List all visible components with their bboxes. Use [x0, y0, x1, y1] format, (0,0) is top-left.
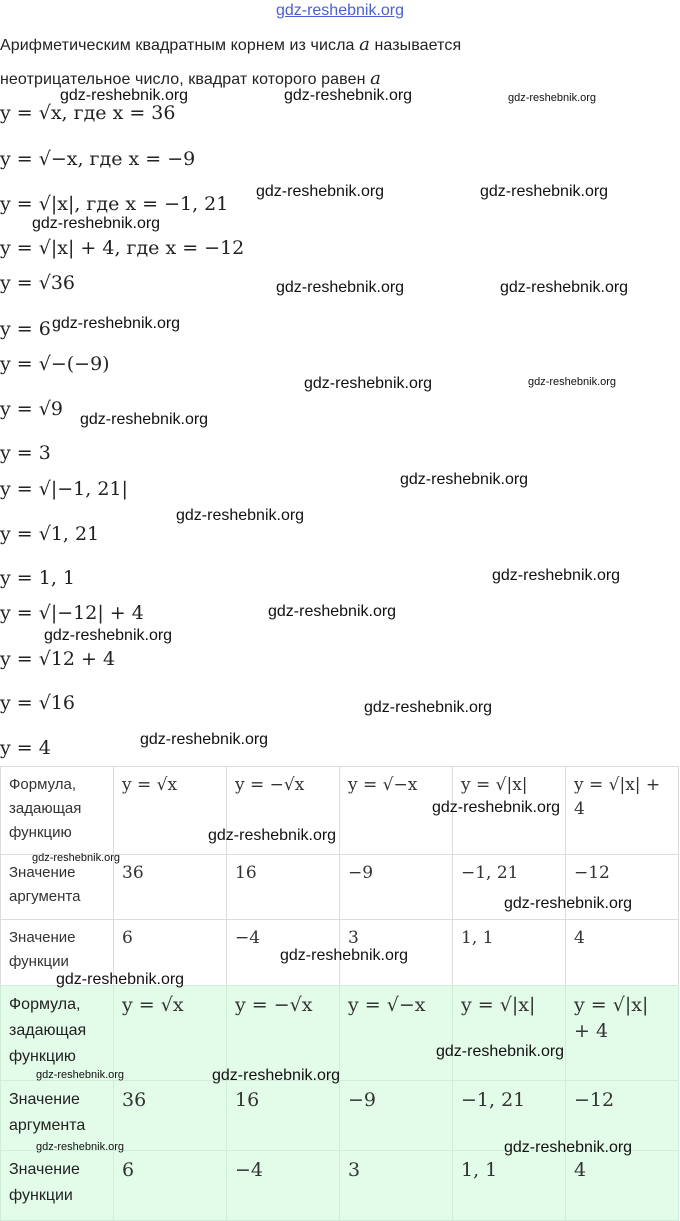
watermark: gdz-reshebnik.org: [504, 1139, 633, 1156]
definition-text-1: Арифметическим квадратным корнем из числа: [0, 37, 355, 54]
watermark: gdz-reshebnik.org: [60, 87, 189, 104]
table-cell: y = √−x: [340, 986, 453, 1081]
table-cell: −4: [227, 1151, 340, 1221]
watermark: gdz-reshebnik.org: [504, 895, 633, 912]
table-cell: 3: [340, 1151, 453, 1221]
equation-line: y = 4: [0, 737, 51, 759]
equation-line: y = √|−1, 21|: [0, 478, 128, 500]
watermark: gdz-reshebnik.org: [36, 1141, 125, 1153]
watermark: gdz-reshebnik.org: [304, 375, 433, 392]
watermark: gdz-reshebnik.org: [276, 279, 405, 296]
watermark: gdz-reshebnik.org: [480, 183, 609, 200]
table-cell: y = √x: [114, 986, 227, 1081]
equation-line: y = 1, 1: [0, 567, 75, 589]
watermark: gdz-reshebnik.org: [32, 852, 121, 864]
watermark: gdz-reshebnik.org: [492, 567, 621, 584]
watermark: gdz-reshebnik.org: [528, 376, 617, 388]
watermark: gdz-reshebnik.org: [268, 603, 397, 620]
table-row: [1, 767, 679, 855]
table-cell: y = √|x| + 4: [566, 767, 679, 855]
watermark: gdz-reshebnik.org: [508, 92, 597, 104]
table-row-label: Значение функции: [1, 920, 114, 986]
equation-line: y = √16: [0, 692, 76, 714]
watermark: gdz-reshebnik.org: [208, 827, 337, 844]
watermark: gdz-reshebnik.org: [56, 971, 185, 988]
watermark: gdz-reshebnik.org: [80, 411, 209, 428]
table-row-label: Значение аргумента: [1, 855, 114, 920]
table-cell: 16: [227, 1081, 340, 1151]
table-cell: −9: [340, 855, 453, 920]
watermark: gdz-reshebnik.org: [36, 1069, 125, 1081]
table-cell: y = −√x: [227, 986, 340, 1081]
table-cell: −1, 21: [453, 1081, 566, 1151]
watermark: gdz-reshebnik.org: [44, 627, 173, 644]
table-cell: 3: [340, 920, 453, 986]
table-cell: y = √|x| + 4: [566, 986, 679, 1081]
watermark: gdz-reshebnik.org: [400, 471, 529, 488]
equation-line: y = 3: [0, 442, 51, 464]
table-cell: −4: [227, 920, 340, 986]
table-cell: −12: [566, 1081, 679, 1151]
table-cell: 1, 1: [453, 920, 566, 986]
table-cell: 16: [227, 855, 340, 920]
table-row-label: Значение аргумента: [1, 1081, 114, 1151]
table-cell: 4: [566, 920, 679, 986]
table-cell: y = −√x: [227, 767, 340, 855]
definition-var-1: a: [359, 34, 370, 55]
table-cell: 36: [114, 855, 227, 920]
definition-text-1-end: называется: [374, 37, 462, 54]
table-row: [1, 1151, 679, 1221]
table-cell: y = √|x|: [453, 767, 566, 855]
watermark: gdz-reshebnik.org: [500, 279, 629, 296]
equation-line: y = √−(−9): [0, 353, 110, 375]
definition-line-2: [0, 68, 381, 89]
table-cell: −9: [340, 1081, 453, 1151]
site-header-link[interactable]: gdz-reshebnik.org: [275, 2, 405, 19]
table-cell: −12: [566, 855, 679, 920]
definition-line-1: [0, 34, 461, 55]
table-cell: y = √|x|: [453, 986, 566, 1081]
watermark: gdz-reshebnik.org: [280, 947, 409, 964]
table-row-label: Формула, задающая функцию: [1, 767, 114, 855]
watermark: gdz-reshebnik.org: [212, 1067, 341, 1084]
values-table-highlighted: [0, 985, 679, 1221]
equation-line: y = 6: [0, 318, 51, 340]
table-cell: y = √−x: [340, 767, 453, 855]
equation-line: y = √−x, где x = −9: [0, 148, 196, 170]
watermark: gdz-reshebnik.org: [436, 1043, 565, 1060]
table-cell: 1, 1: [453, 1151, 566, 1221]
watermark: gdz-reshebnik.org: [52, 315, 181, 332]
table-cell: y = √x: [114, 767, 227, 855]
table-cell: 6: [114, 1151, 227, 1221]
definition-text-2: неотрицательное число, квадрат которого равен: [0, 71, 366, 88]
definition-var-2: a: [370, 68, 381, 89]
watermark: gdz-reshebnik.org: [176, 507, 305, 524]
watermark: gdz-reshebnik.org: [364, 699, 493, 716]
equation-line: y = √9: [0, 398, 63, 420]
watermark: gdz-reshebnik.org: [432, 799, 561, 816]
equation-line: y = √|x|, где x = −1, 21: [0, 193, 229, 215]
equation-line: y = √36: [0, 272, 76, 294]
equation-line: y = √1, 21: [0, 523, 100, 545]
equation-line: y = √x, где x = 36: [0, 102, 176, 124]
equation-line: y = √|−12| + 4: [0, 602, 144, 624]
table-row-label: Формула, задающая функцию: [1, 986, 114, 1081]
table-cell: 6: [114, 920, 227, 986]
watermark: gdz-reshebnik.org: [32, 215, 161, 232]
equation-line: y = √|x| + 4, где x = −12: [0, 237, 245, 259]
table-cell: −1, 21: [453, 855, 566, 920]
equation-line: y = √12 + 4: [0, 648, 116, 670]
table-cell: 4: [566, 1151, 679, 1221]
watermark: gdz-reshebnik.org: [284, 87, 413, 104]
table-cell: 36: [114, 1081, 227, 1151]
watermark: gdz-reshebnik.org: [140, 731, 269, 748]
table-row-label: Значение функции: [1, 1151, 114, 1221]
watermark: gdz-reshebnik.org: [256, 183, 385, 200]
